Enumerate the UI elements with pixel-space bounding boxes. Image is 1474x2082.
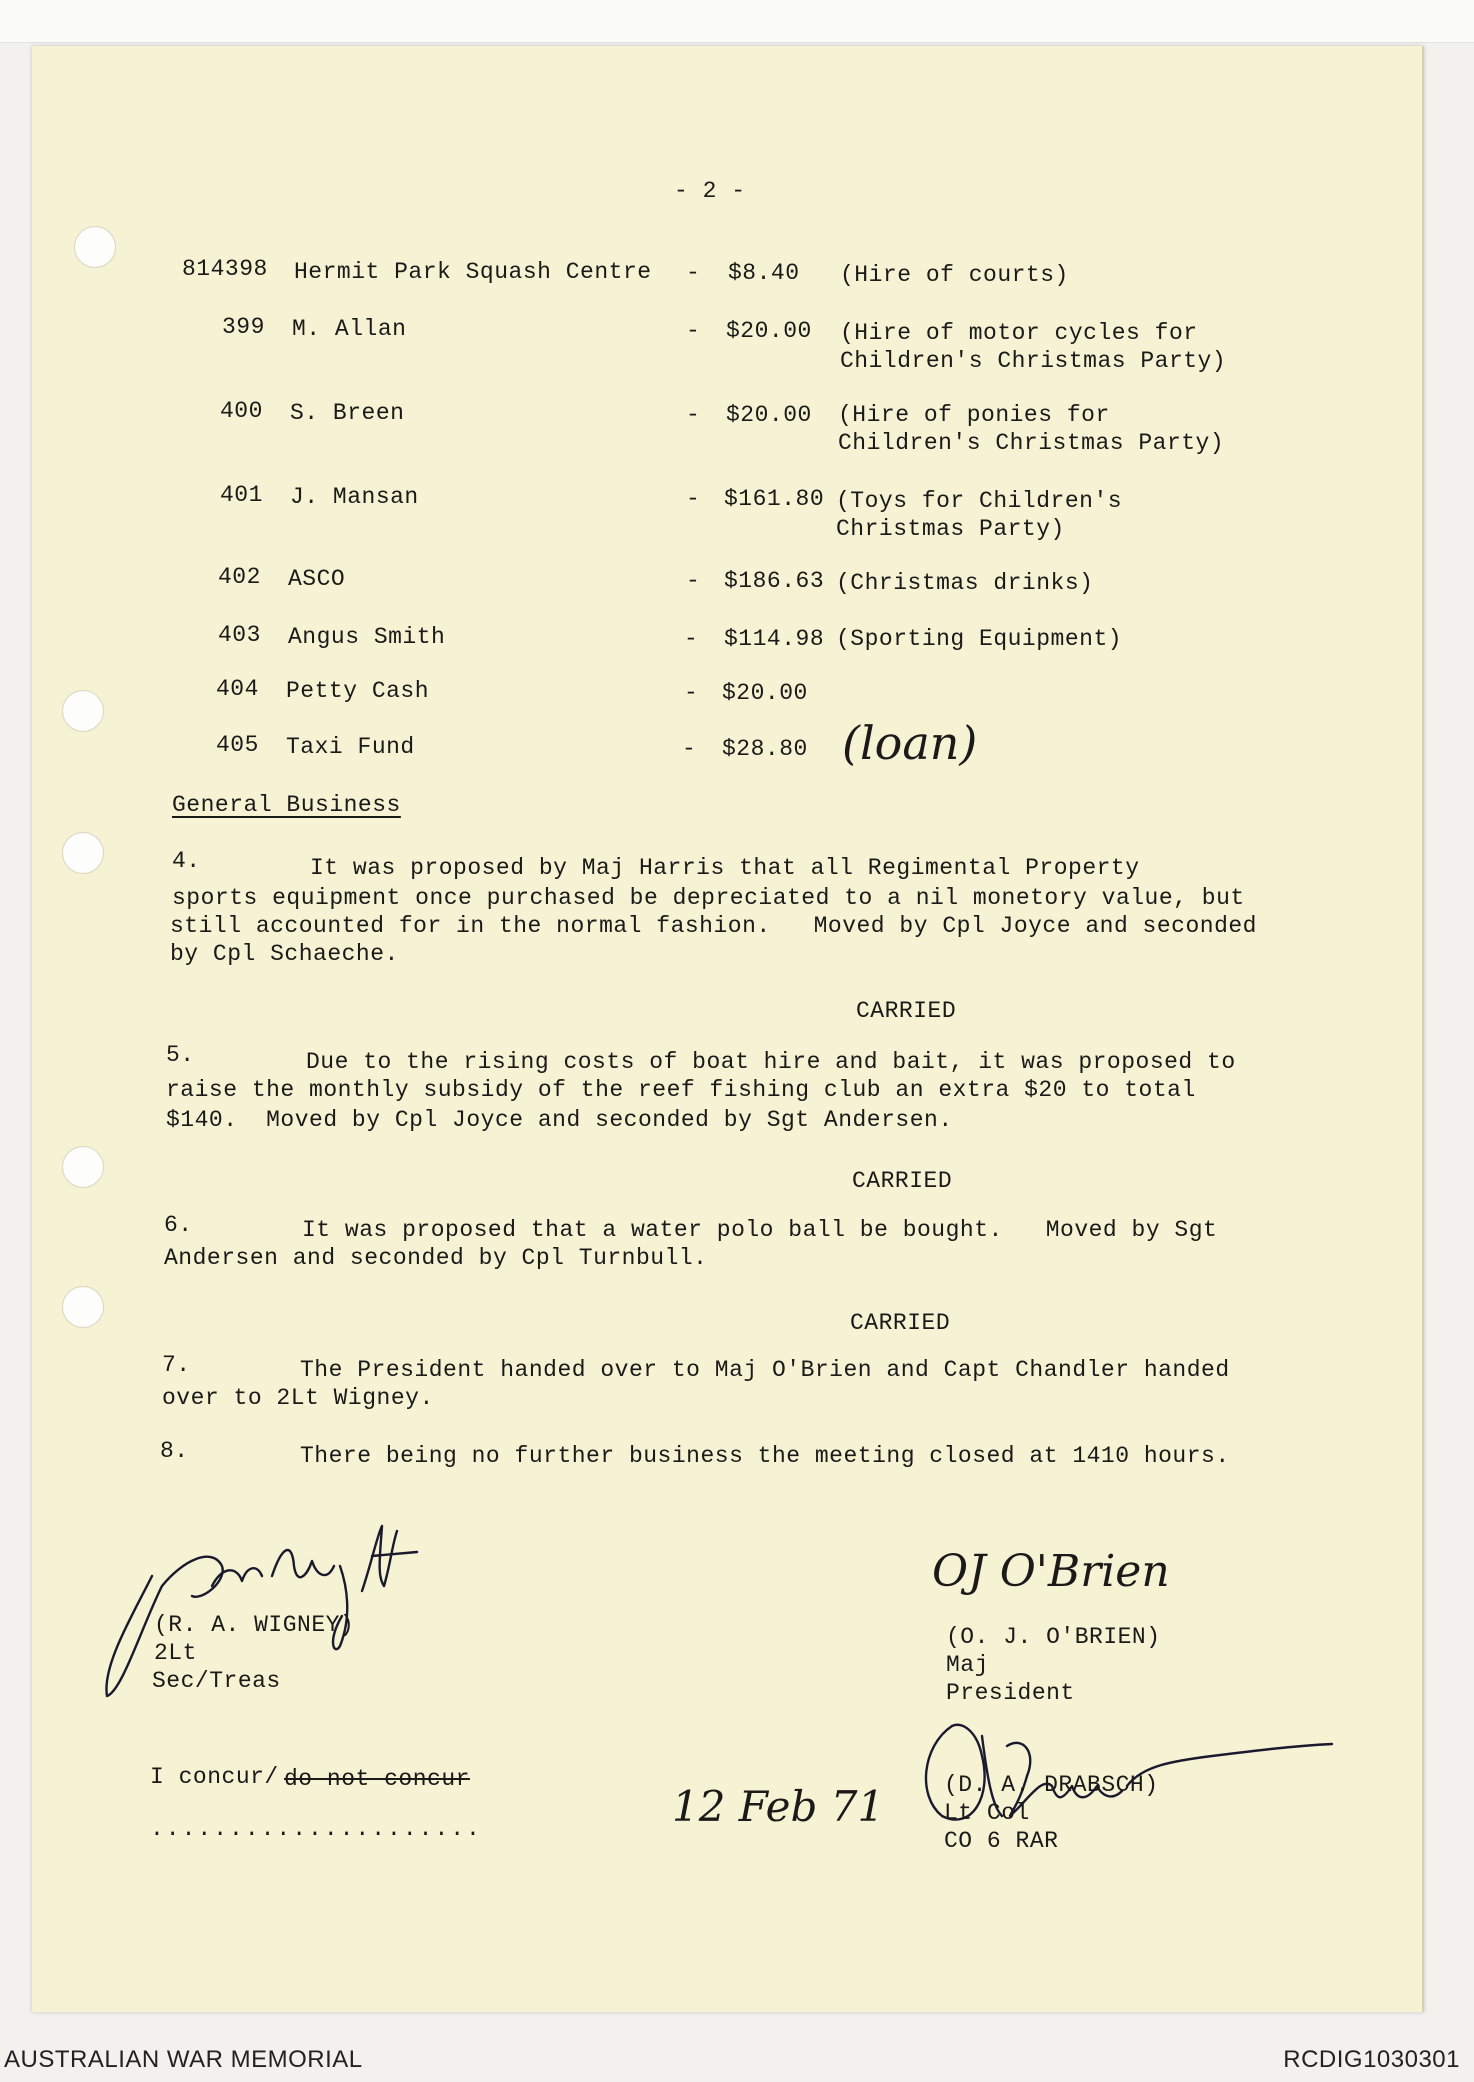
item-number: 4. [172, 848, 201, 874]
item-number: 5. [166, 1042, 195, 1068]
payment-amount: $8.40 [728, 260, 800, 286]
payment-dash: - [684, 626, 699, 652]
signatory-name-president: (O. J. O'BRIEN) [946, 1624, 1161, 1650]
payment-note-continued: Christmas Party) [836, 516, 1065, 542]
punch-hole [62, 832, 104, 874]
item-text-line: It was proposed that a water polo ball be bought. Moved by Sgt [302, 1217, 1218, 1243]
payment-number: 400 [220, 398, 263, 424]
signature-wigney [72, 1506, 492, 1706]
item-text-line: There being no further business the meeting closed at 1410 hours. [300, 1443, 1230, 1469]
payment-number: 403 [218, 622, 261, 648]
payment-amount: $28.80 [722, 736, 808, 762]
payment-payee: ASCO [288, 566, 346, 592]
item-number: 6. [164, 1212, 193, 1238]
payment-payee: Angus Smith [288, 624, 446, 650]
payment-number: 404 [216, 676, 259, 702]
payment-payee: Taxi Fund [286, 734, 415, 760]
viewer-top-band [0, 0, 1474, 43]
payment-note: (Toys for Children's [836, 488, 1123, 514]
item-number: 7. [162, 1352, 191, 1378]
payment-dash: - [684, 680, 699, 706]
payment-payee: S. Breen [290, 400, 405, 426]
item-text-line: $140. Moved by Cpl Joyce and seconded by Sgt Andersen. [166, 1107, 953, 1133]
document-page [32, 46, 1424, 2012]
signatory-rank-president: Maj [946, 1652, 989, 1678]
item-text-line: Andersen and seconded by Cpl Turnbull. [164, 1245, 708, 1271]
concur-prefix: I concur/ [150, 1764, 279, 1790]
signatory-name-secretary: (R. A. WIGNEY) [154, 1612, 355, 1638]
payment-number: 399 [222, 314, 265, 340]
payment-payee: J. Mansan [290, 484, 419, 510]
signatory-role-secretary: Sec/Treas [152, 1668, 281, 1694]
punch-hole [62, 1146, 104, 1188]
item-number: 8. [160, 1438, 189, 1464]
payment-amount: $20.00 [722, 680, 808, 706]
payment-note: (Hire of motor cycles for [840, 320, 1198, 346]
handwritten-loan-note: (loan) [842, 716, 978, 770]
payment-payee: Hermit Park Squash Centre [294, 259, 652, 285]
handwritten-date: 12 Feb 71 [672, 1782, 885, 1831]
concur-struck-option: do not concur [284, 1766, 470, 1792]
payment-note: (Hire of courts) [840, 262, 1069, 288]
section-heading-general-business: General Business [172, 792, 401, 818]
item-text-line: sports equipment once purchased be depreciated to a nil monetory value, but [172, 885, 1245, 911]
payment-dash: - [686, 260, 701, 286]
signatory-name-co: (D. A. DRABSCH) [944, 1772, 1159, 1798]
item-text-line: It was proposed by Maj Harris that all Regimental Property [310, 855, 1140, 881]
carried-label: CARRIED [852, 1168, 953, 1194]
payment-number: 405 [216, 732, 259, 758]
payment-amount: $20.00 [726, 402, 812, 428]
payment-note: (Sporting Equipment) [836, 626, 1123, 652]
item-text-line: raise the monthly subsidy of the reef fishing club an extra $20 to total [166, 1077, 1196, 1103]
payment-dash: - [686, 318, 701, 344]
carried-label: CARRIED [850, 1310, 951, 1336]
punch-hole [62, 1286, 104, 1328]
signatory-role-president: President [946, 1680, 1075, 1706]
signatory-role-co: CO 6 RAR [944, 1828, 1059, 1854]
payment-note: (Christmas drinks) [836, 570, 1094, 596]
concur-dotted-line: ..................... [150, 1816, 482, 1842]
payment-number: 814398 [182, 256, 268, 282]
signatory-rank-co: Lt Col [944, 1800, 1030, 1826]
payment-dash: - [682, 736, 697, 762]
payment-amount: $186.63 [724, 568, 825, 594]
carried-label: CARRIED [856, 998, 957, 1024]
payment-dash: - [686, 568, 701, 594]
item-text-line: by Cpl Schaeche. [170, 941, 399, 967]
punch-hole [62, 690, 104, 732]
payment-amount: $114.98 [724, 626, 825, 652]
item-text-line: The President handed over to Maj O'Brien and Capt Chandler handed [300, 1357, 1230, 1383]
signature-obrien: OJ O'Brien [932, 1546, 1170, 1597]
signatory-rank-secretary: 2Lt [154, 1640, 197, 1666]
payment-amount: $161.80 [724, 486, 825, 512]
payment-amount: $20.00 [726, 318, 812, 344]
payment-dash: - [686, 486, 701, 512]
payment-payee: Petty Cash [286, 678, 430, 704]
item-text-line: Due to the rising costs of boat hire and bait, it was proposed to [306, 1049, 1236, 1075]
item-text-line: over to 2Lt Wigney. [162, 1385, 434, 1411]
payment-note-continued: Children's Christmas Party) [838, 430, 1225, 456]
payment-note-continued: Children's Christmas Party) [840, 348, 1227, 374]
payment-number: 402 [218, 564, 261, 590]
payment-note: (Hire of ponies for [838, 402, 1110, 428]
payment-number: 401 [220, 482, 263, 508]
payment-dash: - [686, 402, 701, 428]
item-text-line: still accounted for in the normal fashion. Moved by Cpl Joyce and seconded [170, 913, 1257, 939]
footer-record-id: RCDIG1030301 [1283, 2046, 1460, 2073]
page-number: - 2 - [674, 178, 746, 204]
footer-institution: AUSTRALIAN WAR MEMORIAL [4, 2046, 363, 2073]
payment-payee: M. Allan [292, 316, 407, 342]
punch-hole [74, 226, 116, 268]
